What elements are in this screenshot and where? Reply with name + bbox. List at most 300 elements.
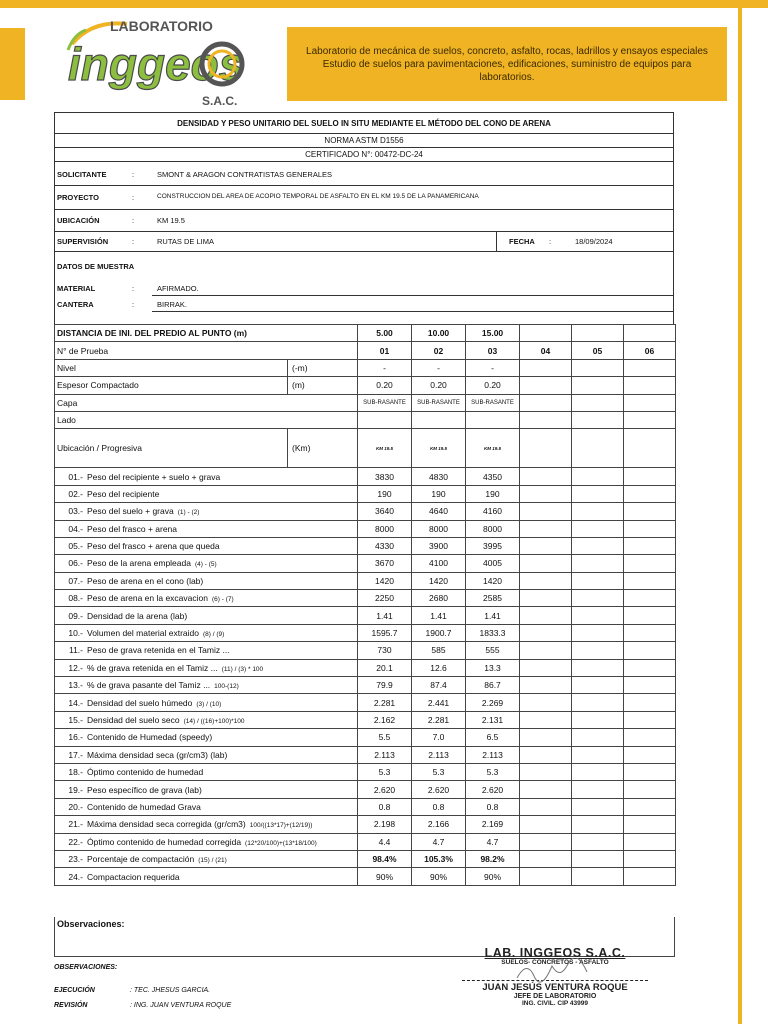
solicitante-row bbox=[54, 162, 674, 186]
colon: : bbox=[132, 170, 135, 179]
value-cell bbox=[572, 763, 624, 780]
row-formula: (12*20/100)+(13*18/100) bbox=[245, 839, 317, 847]
value-cell: 2.269 bbox=[466, 694, 520, 711]
row-number: 06.- bbox=[68, 558, 83, 569]
top-accent-bar bbox=[0, 0, 768, 8]
datos-muestra-label: DATOS DE MUESTRA bbox=[57, 262, 135, 271]
value-cell bbox=[520, 572, 572, 589]
row-formula: (3) / (10) bbox=[196, 700, 222, 708]
value-cell: 20.1 bbox=[358, 659, 412, 676]
value-cell bbox=[624, 816, 676, 833]
row-formula: (8) / (9) bbox=[202, 631, 225, 639]
value-cell bbox=[520, 694, 572, 711]
measurement-row bbox=[55, 555, 676, 572]
row-label: Contenido de Humedad (speedy) bbox=[87, 732, 213, 743]
nivel-unit: (-m) bbox=[288, 359, 358, 376]
value-cell bbox=[520, 816, 572, 833]
value-cell: 3830 bbox=[358, 468, 412, 485]
value-cell bbox=[624, 520, 676, 537]
row-formula: (1) - (2) bbox=[177, 509, 200, 517]
nivel-cell bbox=[520, 359, 572, 376]
value-cell: 2.131 bbox=[466, 711, 520, 728]
observaciones-label: Observaciones: bbox=[57, 919, 125, 929]
cantera-value: BIRRAK. bbox=[157, 300, 188, 309]
value-cell bbox=[624, 798, 676, 815]
prueba-cell: 02 bbox=[412, 342, 466, 359]
nivel-cell: - bbox=[358, 359, 412, 376]
row-formula: (15) / (21) bbox=[198, 857, 227, 865]
value-cell bbox=[572, 868, 624, 885]
signature-stamp bbox=[462, 946, 648, 1018]
distance-cell: 10.00 bbox=[412, 325, 466, 342]
fecha-value: 18/09/2024 bbox=[575, 237, 613, 246]
colon: : bbox=[132, 300, 135, 309]
value-cell bbox=[572, 555, 624, 572]
measurement-row bbox=[55, 468, 676, 485]
value-cell: 5.3 bbox=[466, 763, 520, 780]
value-cell: 2.620 bbox=[466, 781, 520, 798]
signature-scribble bbox=[512, 958, 592, 984]
material-label: MATERIAL bbox=[57, 284, 96, 293]
colon: : bbox=[549, 237, 552, 246]
value-cell bbox=[624, 537, 676, 554]
value-cell bbox=[520, 468, 572, 485]
value-cell bbox=[572, 833, 624, 850]
norma-text: NORMA ASTM D1556 bbox=[54, 134, 674, 148]
ubicacion-label: UBICACIÓN bbox=[57, 216, 100, 225]
row-formula: (14) / ((16)+100)*100 bbox=[183, 718, 245, 725]
value-cell: 2.281 bbox=[358, 694, 412, 711]
value-cell bbox=[520, 537, 572, 554]
value-cell bbox=[572, 729, 624, 746]
measurement-row bbox=[55, 833, 676, 850]
measurement-row bbox=[55, 659, 676, 676]
row-number: 15.- bbox=[68, 715, 83, 725]
nivel-row bbox=[55, 359, 676, 376]
measurement-label bbox=[55, 677, 358, 694]
value-cell: 8000 bbox=[466, 520, 520, 537]
ejecucion-label: EJECUCIÓN bbox=[54, 987, 95, 994]
lado-row bbox=[55, 411, 676, 428]
measurement-row bbox=[55, 485, 676, 502]
value-cell bbox=[520, 833, 572, 850]
capa-cell bbox=[624, 394, 676, 411]
row-formula: 100/((13*17)+(12/19)) bbox=[249, 822, 313, 830]
measurement-label bbox=[55, 572, 358, 589]
prueba-cell: 01 bbox=[358, 342, 412, 359]
value-cell: 1.41 bbox=[358, 607, 412, 624]
espesor-cell: 0.20 bbox=[412, 377, 466, 394]
lado-cell bbox=[572, 411, 624, 428]
value-cell: 98.4% bbox=[358, 850, 412, 867]
value-cell: 4.4 bbox=[358, 833, 412, 850]
solicitante-label: SOLICITANTE bbox=[57, 170, 107, 179]
proyecto-value: CONSTRUCCION DEL AREA DE ACOPIO TEMPORAL DE ASFALTO EN EL KM 19.5 DE LA PANAMERICANA bbox=[157, 193, 479, 200]
value-cell: 2.620 bbox=[358, 781, 412, 798]
row-number: 21.- bbox=[68, 819, 83, 830]
measurement-row bbox=[55, 624, 676, 641]
value-cell: 2680 bbox=[412, 590, 466, 607]
row-number: 19.- bbox=[68, 784, 83, 795]
value-cell bbox=[520, 781, 572, 798]
row-label: Óptimo contenido de humedad bbox=[87, 767, 204, 778]
distance-row bbox=[55, 325, 676, 342]
row-number: 20.- bbox=[68, 801, 83, 812]
distance-label: DISTANCIA DE INI. DEL PREDIO AL PUNTO (m) bbox=[55, 325, 358, 342]
value-cell: 2.620 bbox=[412, 781, 466, 798]
footer-ejecucion bbox=[54, 987, 210, 994]
value-cell: 3900 bbox=[412, 537, 466, 554]
value-cell bbox=[520, 642, 572, 659]
value-cell: 1420 bbox=[466, 572, 520, 589]
value-cell bbox=[520, 711, 572, 728]
row-number: 18.- bbox=[68, 767, 83, 778]
lado-cell bbox=[624, 411, 676, 428]
value-cell bbox=[520, 868, 572, 885]
row-label: Peso específico de grava (lab) bbox=[87, 784, 202, 795]
fecha-label: FECHA bbox=[509, 237, 535, 246]
value-cell bbox=[572, 607, 624, 624]
value-cell bbox=[520, 485, 572, 502]
value-cell: 2.162 bbox=[358, 711, 412, 728]
distance-cell bbox=[520, 325, 572, 342]
row-label: % de grava retenida en el Tamiz ... bbox=[87, 662, 218, 673]
row-label: Densidad de la arena (lab) bbox=[87, 610, 188, 621]
value-cell bbox=[520, 659, 572, 676]
value-cell bbox=[572, 677, 624, 694]
row-number: 13.- bbox=[68, 680, 83, 691]
measurement-label bbox=[55, 850, 358, 867]
ejecucion-value: : TEC. JHESUS GARCIA. bbox=[130, 987, 211, 994]
lado-cell bbox=[520, 411, 572, 428]
prueba-cell: 04 bbox=[520, 342, 572, 359]
measurement-row bbox=[55, 850, 676, 867]
value-cell bbox=[572, 798, 624, 815]
row-label: Peso de arena en el cono (lab) bbox=[87, 575, 204, 586]
row-label: Compactacion requerida bbox=[87, 871, 180, 882]
prueba-row bbox=[55, 342, 676, 359]
value-cell bbox=[572, 694, 624, 711]
value-cell bbox=[624, 677, 676, 694]
supervision-row bbox=[54, 232, 674, 252]
espesor-cell: 0.20 bbox=[358, 377, 412, 394]
value-cell: 2.113 bbox=[412, 746, 466, 763]
material-line bbox=[152, 295, 673, 296]
right-accent-bar bbox=[738, 8, 742, 1024]
logo-main-text: inggeos bbox=[68, 38, 245, 90]
value-cell: 5.5 bbox=[358, 729, 412, 746]
distance-cell: 5.00 bbox=[358, 325, 412, 342]
colon: : bbox=[132, 237, 135, 246]
capa-cell bbox=[520, 394, 572, 411]
distance-cell: 15.00 bbox=[466, 325, 520, 342]
value-cell bbox=[520, 677, 572, 694]
measurement-label bbox=[55, 711, 358, 728]
logo-bottom-text: S.A.C. bbox=[202, 94, 238, 108]
measurement-row bbox=[55, 711, 676, 728]
value-cell: 4.7 bbox=[466, 833, 520, 850]
value-cell: 87.4 bbox=[412, 677, 466, 694]
row-label: % de grava pasante del Tamiz ... bbox=[87, 680, 211, 691]
row-number: 04.- bbox=[68, 523, 83, 534]
measurement-row bbox=[55, 642, 676, 659]
measurement-row bbox=[55, 816, 676, 833]
value-cell bbox=[520, 555, 572, 572]
row-number: 09.- bbox=[68, 610, 83, 621]
left-accent-block bbox=[0, 28, 25, 100]
value-cell bbox=[520, 746, 572, 763]
stamp-services: SUELOS- CONCRETOS - ASFALTO bbox=[501, 959, 609, 966]
measurement-row bbox=[55, 763, 676, 780]
ubicacion-unit: (Km) bbox=[288, 429, 358, 468]
ubicacion-cell bbox=[572, 429, 624, 468]
value-cell: 5.3 bbox=[412, 763, 466, 780]
lado-label: Lado bbox=[55, 411, 358, 428]
value-cell bbox=[572, 746, 624, 763]
row-number: 11.- bbox=[68, 645, 83, 656]
row-number: 07.- bbox=[68, 575, 83, 586]
ubicacion-cell bbox=[624, 429, 676, 468]
value-cell: 2.166 bbox=[412, 816, 466, 833]
capa-label: Capa bbox=[55, 394, 358, 411]
value-cell: 190 bbox=[412, 485, 466, 502]
value-cell bbox=[520, 763, 572, 780]
measurement-label bbox=[55, 468, 358, 485]
row-number: 16.- bbox=[68, 732, 83, 743]
row-formula: 100-(12) bbox=[214, 683, 239, 691]
nivel-cell bbox=[624, 359, 676, 376]
value-cell: 1.41 bbox=[412, 607, 466, 624]
value-cell bbox=[572, 537, 624, 554]
measurement-label bbox=[55, 746, 358, 763]
value-cell: 4005 bbox=[466, 555, 520, 572]
distance-cell bbox=[624, 325, 676, 342]
row-label: Contenido de humedad Grava bbox=[87, 801, 201, 812]
capa-cell: SUB-RASANTE bbox=[466, 394, 520, 411]
ubicacion-value: KM 19.5 bbox=[157, 216, 185, 225]
measurement-label bbox=[55, 763, 358, 780]
stamp-company: LAB. INGGEOS S.A.C. bbox=[484, 946, 626, 960]
banner-line-3: laboratorios. bbox=[479, 71, 535, 83]
value-cell bbox=[624, 746, 676, 763]
ubicacion-label: Ubicación / Progresiva bbox=[55, 429, 288, 468]
solicitante-value: SMONT & ARAGON CONTRATISTAS GENERALES bbox=[157, 170, 333, 179]
value-cell: 4100 bbox=[412, 555, 466, 572]
capa-cell bbox=[572, 394, 624, 411]
row-number: 22.- bbox=[68, 836, 83, 847]
measurement-row bbox=[55, 590, 676, 607]
row-number: 03.- bbox=[68, 506, 83, 517]
value-cell bbox=[520, 729, 572, 746]
espesor-label: Espesor Compactado bbox=[55, 377, 288, 394]
value-cell bbox=[520, 503, 572, 520]
measurement-row bbox=[55, 520, 676, 537]
value-cell: 0.8 bbox=[466, 798, 520, 815]
value-cell: 5.3 bbox=[358, 763, 412, 780]
value-cell: 0.8 bbox=[412, 798, 466, 815]
ubicacion-cell: KM 19.5 bbox=[412, 429, 466, 468]
value-cell: 3995 bbox=[466, 537, 520, 554]
lado-cell bbox=[466, 411, 520, 428]
value-cell bbox=[624, 781, 676, 798]
value-cell bbox=[624, 729, 676, 746]
value-cell: 8000 bbox=[358, 520, 412, 537]
measurement-label bbox=[55, 590, 358, 607]
ubicacion-cell: KM 19.5 bbox=[358, 429, 412, 468]
value-cell bbox=[572, 816, 624, 833]
measurement-label bbox=[55, 798, 358, 815]
distance-cell bbox=[572, 325, 624, 342]
row-label: Densidad del suelo seco bbox=[87, 715, 180, 725]
measurement-row bbox=[55, 746, 676, 763]
measurement-label bbox=[55, 659, 358, 676]
revision-label: REVISIÓN bbox=[54, 1002, 88, 1009]
value-cell: 2.113 bbox=[466, 746, 520, 763]
colon: : bbox=[132, 193, 135, 202]
supervision-value: RUTAS DE LIMA bbox=[157, 237, 214, 246]
espesor-cell bbox=[624, 377, 676, 394]
cantera-label: CANTERA bbox=[57, 300, 94, 309]
header-banner bbox=[287, 27, 727, 101]
measurement-row bbox=[55, 868, 676, 885]
row-label: Peso del frasco + arena que queda bbox=[87, 541, 220, 552]
ubicacion-cell bbox=[520, 429, 572, 468]
capa-cell: SUB-RASANTE bbox=[412, 394, 466, 411]
value-cell: 98.2% bbox=[466, 850, 520, 867]
row-number: 05.- bbox=[68, 541, 83, 552]
value-cell: 3670 bbox=[358, 555, 412, 572]
row-number: 23.- bbox=[68, 854, 83, 865]
measurement-row bbox=[55, 537, 676, 554]
row-formula: (11) / (3) * 100 bbox=[221, 665, 264, 673]
proyecto-label: PROYECTO bbox=[57, 193, 99, 202]
value-cell: 4.7 bbox=[412, 833, 466, 850]
row-number: 01.- bbox=[68, 471, 83, 482]
row-label: Volumen del material extraido bbox=[87, 628, 199, 639]
espesor-cell bbox=[520, 377, 572, 394]
espesor-row bbox=[55, 377, 676, 394]
value-cell bbox=[572, 520, 624, 537]
measurement-label bbox=[55, 485, 358, 502]
value-cell: 12.6 bbox=[412, 659, 466, 676]
value-cell bbox=[520, 850, 572, 867]
value-cell: 2.198 bbox=[358, 816, 412, 833]
value-cell: 90% bbox=[412, 868, 466, 885]
value-cell: 555 bbox=[466, 642, 520, 659]
value-cell bbox=[624, 659, 676, 676]
row-formula: (6) - (7) bbox=[211, 596, 234, 604]
prueba-cell: 03 bbox=[466, 342, 520, 359]
ubicacion-row bbox=[55, 429, 676, 468]
value-cell: 7.0 bbox=[412, 729, 466, 746]
value-cell: 4830 bbox=[412, 468, 466, 485]
value-cell: 4640 bbox=[412, 503, 466, 520]
prueba-cell: 05 bbox=[572, 342, 624, 359]
value-cell: 1.41 bbox=[466, 607, 520, 624]
value-cell bbox=[624, 642, 676, 659]
row-label: Porcentaje de compactación bbox=[87, 854, 195, 865]
value-cell: 4330 bbox=[358, 537, 412, 554]
value-cell: 1833.3 bbox=[466, 624, 520, 641]
logo-top-text: LABORATORIO bbox=[110, 18, 213, 34]
row-label: Peso del recipiente bbox=[87, 488, 160, 499]
measurement-row bbox=[55, 798, 676, 815]
value-cell: 90% bbox=[358, 868, 412, 885]
value-cell: 2.281 bbox=[412, 711, 466, 728]
value-cell bbox=[572, 624, 624, 641]
espesor-cell bbox=[572, 377, 624, 394]
revision-value: : ING. JUAN VENTURA ROQUE bbox=[130, 1002, 232, 1009]
value-cell: 730 bbox=[358, 642, 412, 659]
row-label: Peso del suelo + grava bbox=[87, 506, 174, 517]
measurement-row bbox=[55, 503, 676, 520]
value-cell bbox=[520, 798, 572, 815]
prueba-label: N° de Prueba bbox=[55, 342, 358, 359]
row-label: Peso de arena en la excavacion bbox=[87, 593, 208, 604]
measurement-label bbox=[55, 868, 358, 885]
value-cell bbox=[520, 607, 572, 624]
measurement-label bbox=[55, 503, 358, 520]
measurement-row bbox=[55, 572, 676, 589]
row-formula: (4) - (5) bbox=[194, 561, 217, 569]
measurement-row bbox=[55, 694, 676, 711]
footer-observaciones-label: OBSERVACIONES: bbox=[54, 964, 118, 971]
row-number: 08.- bbox=[68, 593, 83, 604]
prueba-cell: 06 bbox=[624, 342, 676, 359]
espesor-cell: 0.20 bbox=[466, 377, 520, 394]
row-number: 24.- bbox=[68, 871, 83, 882]
value-cell bbox=[624, 833, 676, 850]
value-cell: 1900.7 bbox=[412, 624, 466, 641]
value-cell bbox=[572, 659, 624, 676]
row-number: 12.- bbox=[68, 662, 83, 673]
value-cell: 4350 bbox=[466, 468, 520, 485]
value-cell: 2585 bbox=[466, 590, 520, 607]
value-cell: 86.7 bbox=[466, 677, 520, 694]
banner-line-1: Laboratorio de mecánica de suelos, concreto, asfalto, rocas, ladrillos y ensayos especiales bbox=[306, 45, 708, 57]
row-label: Máxima densidad seca (gr/cm3) (lab) bbox=[87, 749, 228, 760]
value-cell: 2250 bbox=[358, 590, 412, 607]
nivel-cell bbox=[572, 359, 624, 376]
measurement-label bbox=[55, 729, 358, 746]
value-cell: 0.8 bbox=[358, 798, 412, 815]
value-cell bbox=[572, 711, 624, 728]
value-cell bbox=[572, 590, 624, 607]
row-number: 17.- bbox=[68, 749, 83, 760]
value-cell bbox=[624, 868, 676, 885]
value-cell bbox=[624, 468, 676, 485]
banner-line-2: Estudio de suelos para pavimentaciones, edificaciones, suministro de equipos para bbox=[322, 58, 692, 70]
footer-observaciones bbox=[54, 964, 117, 971]
measurement-label bbox=[55, 642, 358, 659]
value-cell bbox=[624, 590, 676, 607]
row-number: 10.- bbox=[68, 628, 83, 639]
value-cell: 2.441 bbox=[412, 694, 466, 711]
value-cell: 79.9 bbox=[358, 677, 412, 694]
value-cell bbox=[572, 468, 624, 485]
ubicacion-cell: KM 19.5 bbox=[466, 429, 520, 468]
measurement-label bbox=[55, 781, 358, 798]
row-number: 14.- bbox=[68, 697, 83, 708]
measurement-row bbox=[55, 729, 676, 746]
company-logo bbox=[52, 14, 262, 108]
lado-cell bbox=[358, 411, 412, 428]
value-cell bbox=[624, 555, 676, 572]
value-cell bbox=[624, 485, 676, 502]
row-label: Máxima densidad seca corregida (gr/cm3) bbox=[87, 819, 246, 830]
measurement-label bbox=[55, 816, 358, 833]
value-cell bbox=[624, 694, 676, 711]
